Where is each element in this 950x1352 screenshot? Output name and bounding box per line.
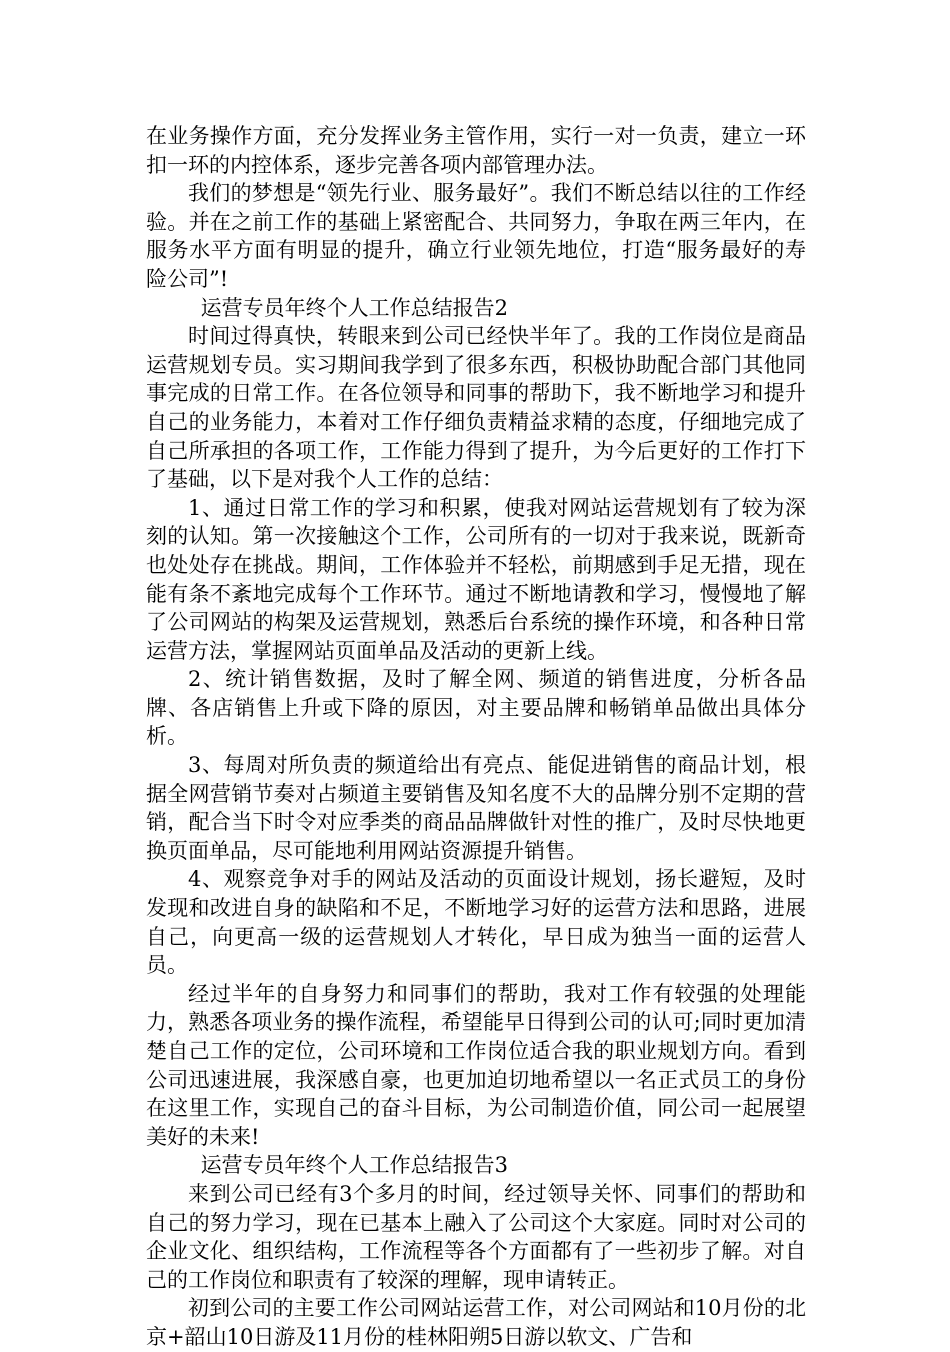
paragraph-1: 在业务操作方面，充分发挥业务主管作用，实行一对一负责，建立一环扣一环的内控体系，逐步完善各项内部管理办法。 (146, 124, 806, 177)
paragraph-6: 3、每周对所负责的频道给出有亮点、能促进销售的商品计划，根据全网营销节奏对占频道主要销售及知名度不大的品牌分别不定期的营销，配合当下时令对应季类的商品品牌做针对性的推广，及时尽快地更换页面单品，尽可能地利用网站资源提升销售。 (146, 753, 806, 863)
section-heading-2: 运营专员年终个人工作总结报告2 (200, 295, 508, 320)
paragraph-10: 初到公司的主要工作公司网站运营工作，对公司网站和10月份的北京+韶山10日游及11月份的桂林阳朔5日游以软文、广告和 (146, 1296, 806, 1349)
paragraph-3: 时间过得真快，转眼来到公司已经快半年了。我的工作岗位是商品运营规划专员。实习期间我学到了很多东西，积极协助配合部门其他同事完成的日常工作。在各位领导和同事的帮助下，我不断地学习和提升自己的业务能力，本着对工作仔细负责精益求精的态度，仔细地完成了自己所承担的各项工作，工作能力得到了提升，为今后更好的工作打下了基础，以下是对我个人工作的总结： (146, 324, 806, 492)
paragraph-9: 来到公司已经有3个多月的时间，经过领导关怀、同事们的帮助和自己的努力学习，现在已基本上融入了公司这个大家庭。同时对公司的企业文化、组织结构，工作流程等各个方面都有了一些初步了解。对自己的工作岗位和职责有了较深的理解，现申请转正。 (146, 1181, 806, 1292)
paragraph-8: 经过半年的自身努力和同事们的帮助，我对工作有较强的处理能力，熟悉各项业务的操作流程，希望能早日得到公司的认可;同时更加清楚自己工作的定位，公司环境和工作岗位适合我的职业规划方向。看到公司迅速进展，我深感自豪，也更加迫切地希望以一名正式员工的身份在这里工作，实现自己的奋斗目标，为公司制造价值，同公司一起展望美好的未来! (146, 981, 806, 1149)
paragraph-2: 我们的梦想是“领先行业、服务最好”。我们不断总结以往的工作经验。并在之前工作的基础上紧密配合、共同努力，争取在两三年内，在服务水平方面有明显的提升，确立行业领先地位，打造“服务最好的寿险公司”! (146, 181, 806, 291)
paragraph-5: 2、统计销售数据，及时了解全网、频道的销售进度，分析各品牌、各店销售上升或下降的原因，对主要品牌和畅销单品做出具体分析。 (146, 667, 806, 749)
section-heading-3: 运营专员年终个人工作总结报告3 (200, 1153, 508, 1178)
document-page (146, 122, 806, 1352)
paragraph-4: 1、通过日常工作的学习和积累，使我对网站运营规划有了较为深刻的认知。第一次接触这个工作，公司所有的一切对于我来说，既新奇也处处存在挑战。期间，工作体验并不轻松，前期感到手足无措，现在能有条不紊地完成每个工作环节。通过不断地请教和学习，慢慢地了解了公司网站的构架及运营规划，熟悉后台系统的操作环境，和各种日常运营方法，掌握网站页面单品及活动的更新上线。 (146, 495, 806, 663)
paragraph-7: 4、观察竞争对手的网站及活动的页面设计规划，扬长避短，及时发现和改进自身的缺陷和不足，不断地学习好的运营方法和思路，进展自己，向更高一级的运营规划人才转化，早日成为独当一面的运营人员。 (146, 867, 806, 978)
